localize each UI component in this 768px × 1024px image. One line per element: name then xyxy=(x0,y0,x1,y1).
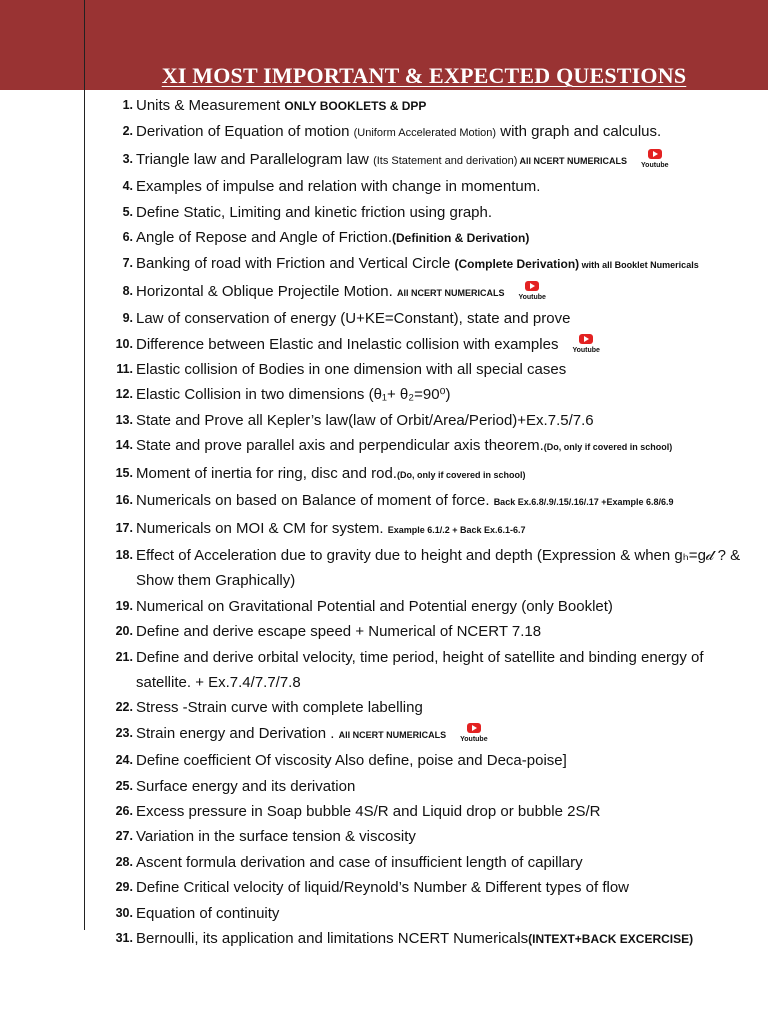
youtube-icon[interactable]: Youtube xyxy=(572,334,599,355)
list-item: 7. Banking of road with Friction and Vertical Circle (Complete Derivation) with all Booklet Numericals xyxy=(122,255,699,273)
youtube-icon[interactable]: Youtube xyxy=(641,149,668,170)
list-item: 20. Define and derive escape speed + Numerical of NCERT 7.18 xyxy=(115,623,542,641)
list-item: 12. Elastic Collision in two dimensions (θ₁+ θ₂=90⁰) xyxy=(115,386,451,404)
list-item: 2. Derivation of Equation of motion (Uniform Accelerated Motion) with graph and calculus. xyxy=(122,123,662,141)
list-item: 10. Difference between Elastic and Inelastic collision with examples Youtube xyxy=(115,335,600,355)
youtube-icon[interactable]: Youtube xyxy=(460,723,487,744)
list-item: 19. Numerical on Gravitational Potential and Potential energy (only Booklet) xyxy=(115,597,613,615)
list-item: 16. Numericals on based on Balance of moment of force. Back Ex.6.8/.9/.15/.16/.17 +Example 6.8/6.9 xyxy=(115,492,674,510)
list-item: 9. Law of conservation of energy (U+KE=Constant), state and prove xyxy=(122,310,571,328)
list-item: 29. Define Critical velocity of liquid/Reynold’s Number & Different types of flow xyxy=(115,879,629,897)
page-title: XI MOST IMPORTANT & EXPECTED QUESTIONS xyxy=(161,63,687,88)
list-item: 22. Stress -Strain curve with complete labelling xyxy=(115,699,423,717)
list-item: 24. Define coefficient Of viscosity Also define, poise and Deca-poise] xyxy=(115,752,567,770)
list-item: 14. State and prove parallel axis and perpendicular axis theorem.(Do, only if covered in school) xyxy=(115,437,673,455)
list-item: 17. Numericals on MOI & CM for system. Example 6.1/.2 + Back Ex.6.1-6.7 xyxy=(115,519,526,537)
youtube-icon[interactable]: Youtube xyxy=(518,281,545,302)
list-item: 31. Bernoulli, its application and limitations NCERT Numericals(INTEXT+BACK EXCERCISE) xyxy=(115,930,694,947)
list-item: 28. Ascent formula derivation and case of insufficient length of capillary xyxy=(115,853,583,871)
list-item: 30. Equation of continuity xyxy=(115,904,280,922)
list-item: 8. Horizontal & Oblique Projectile Motion. All NCERT NUMERICALS Youtube xyxy=(122,282,546,302)
list-item: 6. Angle of Repose and Angle of Friction.(Definition & Derivation) xyxy=(122,229,530,247)
list-item: 5. Define Static, Limiting and kinetic friction using graph. xyxy=(122,203,493,221)
list-item: 15. Moment of inertia for ring, disc and rod.(Do, only if covered in school) xyxy=(115,464,526,482)
list-item: 27. Variation in the surface tension & viscosity xyxy=(115,828,416,846)
list-item: 11. Elastic collision of Bodies in one dimension with all special cases xyxy=(116,361,567,379)
list-item: 25. Surface energy and its derivation xyxy=(115,777,356,795)
list-item: 26. Excess pressure in Soap bubble 4S/R and Liquid drop or bubble 2S/R xyxy=(115,802,601,820)
list-item: 21. Define and derive orbital velocity, time period, height of satellite and binding energy of satellite. + Ex.7.4/7.7/7.8 xyxy=(115,648,704,691)
list-item: 18. Effect of Acceleration due to gravity due to height and depth (Expression & when gₕ=g𝒹 ? & Show them Graphically) xyxy=(115,546,741,590)
list-item: 13. State and Prove all Kepler’s law(law of Orbit/Area/Period)+Ex.7.5/7.6 xyxy=(115,411,594,429)
list-item: 4. Examples of impulse and relation with change in momentum. xyxy=(122,178,541,196)
question-list xyxy=(0,93,760,952)
list-item: 1. Units & Measurement ONLY BOOKLETS & DPP xyxy=(122,97,427,114)
list-item: 23. Strain energy and Derivation . All NCERT NUMERICALS Youtube xyxy=(115,724,488,744)
list-item: 3. Triangle law and Parallelogram law (Its Statement and derivation) All NCERT NUMERICALS Youtube xyxy=(122,150,669,170)
